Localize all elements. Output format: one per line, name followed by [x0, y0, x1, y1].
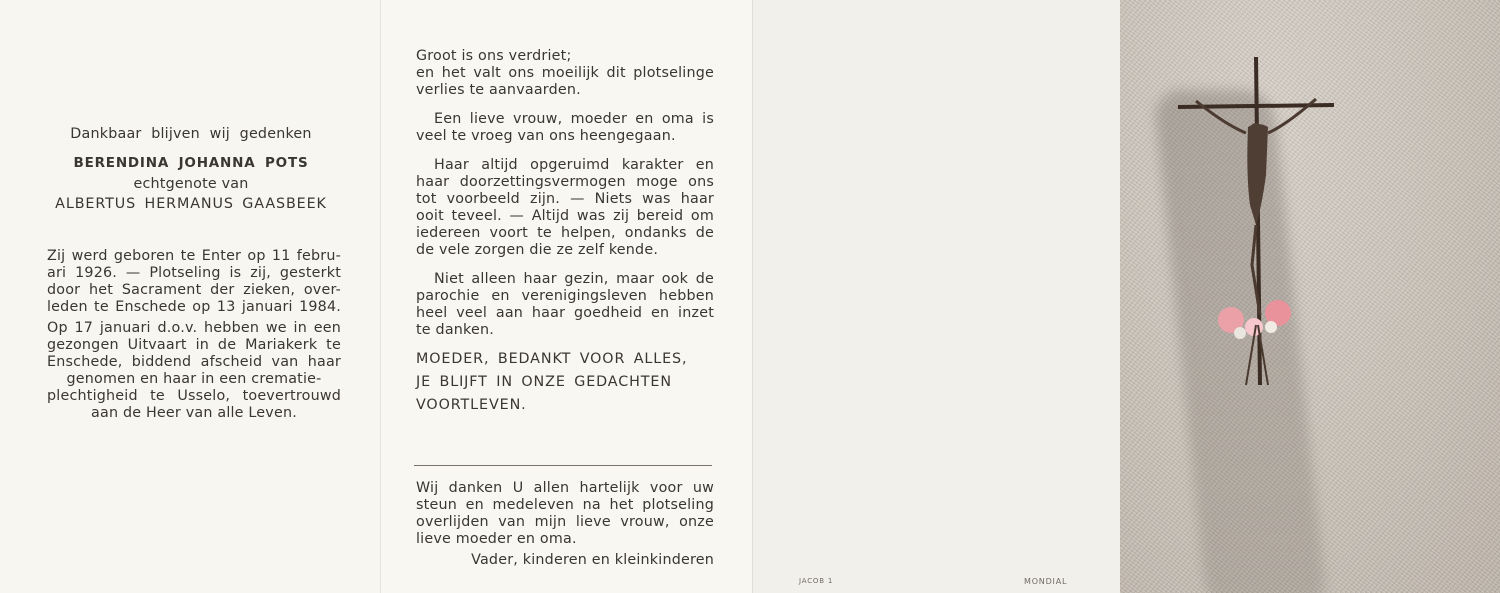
printer-mark-right: MONDIAL [1024, 577, 1068, 586]
bio-line: gezongen Uitvaart in de Mariakerk te [47, 337, 341, 353]
thanks-line: overlijden van mijn lieve vrouw, onze [416, 514, 714, 530]
spouse-label: echtgenote van [133, 176, 249, 192]
verse-line: parochie en verenigingsleven hebben [416, 288, 714, 304]
deceased-name: BERENDINA JOHANNA POTS [73, 155, 309, 171]
verse-line: heel veel aan haar goedheid en inzet [416, 305, 714, 321]
bio-line: genomen en haar in een crematie- [66, 371, 322, 387]
verse-line: Niet alleen haar gezin, maar ook de [434, 271, 714, 287]
crucifix-icon [1176, 55, 1346, 415]
flower-icon [1218, 300, 1291, 385]
verse-line: haar doorzettingsvermogen moge ons [416, 174, 714, 190]
closing-line: JE BLIJFT IN ONZE GEDACHTEN [416, 374, 672, 390]
verse-line: tot voorbeeld zijn. — Niets was haar [416, 191, 714, 207]
bio-line: Enschede, biddend afscheid van haar [47, 354, 341, 370]
bio-line: door het Sacrament der zieken, over- [47, 282, 341, 298]
bio-line: Op 17 januari d.o.v. hebben we in een [47, 320, 341, 336]
printer-mark-left: JACOB 1 [799, 577, 834, 585]
crucifix-photo [1120, 0, 1500, 593]
verse-line: de vele zorgen die ze zelf kende. [416, 242, 659, 258]
thanks-line: Wij danken U allen hartelijk voor uw [416, 480, 714, 496]
spouse-name: ALBERTUS HERMANUS GAASBEEK [55, 196, 327, 212]
verse-line: Haar altijd opgeruimd karakter en [434, 157, 714, 173]
verse-line: iedereen voort te helpen, ondanks de [416, 225, 714, 241]
closing-line: MOEDER, BEDANKT VOOR ALLES, [416, 351, 688, 367]
verse-line: verlies te aanvaarden. [416, 82, 581, 98]
verse-line: Groot is ons verdriet; [416, 48, 572, 64]
closing-line: VOORTLEVEN. [416, 397, 527, 413]
divider [414, 465, 712, 466]
verse-line: veel te vroeg van ons heengegaan. [416, 128, 676, 144]
bio-line: plechtigheid te Usselo, toevertrouwd [47, 388, 341, 404]
intro-line: Dankbaar blijven wij gedenken [70, 126, 312, 142]
verse-line: ooit teveel. — Altijd was zij bereid om [416, 208, 714, 224]
verse-line: en het valt ons moeilijk dit plotselinge [416, 65, 714, 81]
thanks-line: steun en medeleven na het plotseling [416, 497, 714, 513]
blank-panel [752, 0, 1121, 593]
middle-panel [380, 0, 753, 593]
signature: Vader, kinderen en kleinkinderen [471, 552, 714, 568]
thanks-line: lieve moeder en oma. [416, 531, 577, 547]
bio-line: aan de Heer van alle Leven. [91, 405, 297, 421]
left-panel [0, 0, 380, 593]
bio-line: ari 1926. — Plotseling is zij, gesterkt [47, 265, 341, 281]
bio-line: leden te Enschede op 13 januari 1984. [47, 299, 341, 315]
bio-line: Zij werd geboren te Enter op 11 febru- [47, 248, 341, 264]
verse-line: te danken. [416, 322, 495, 338]
verse-line: Een lieve vrouw, moeder en oma is [434, 111, 714, 127]
